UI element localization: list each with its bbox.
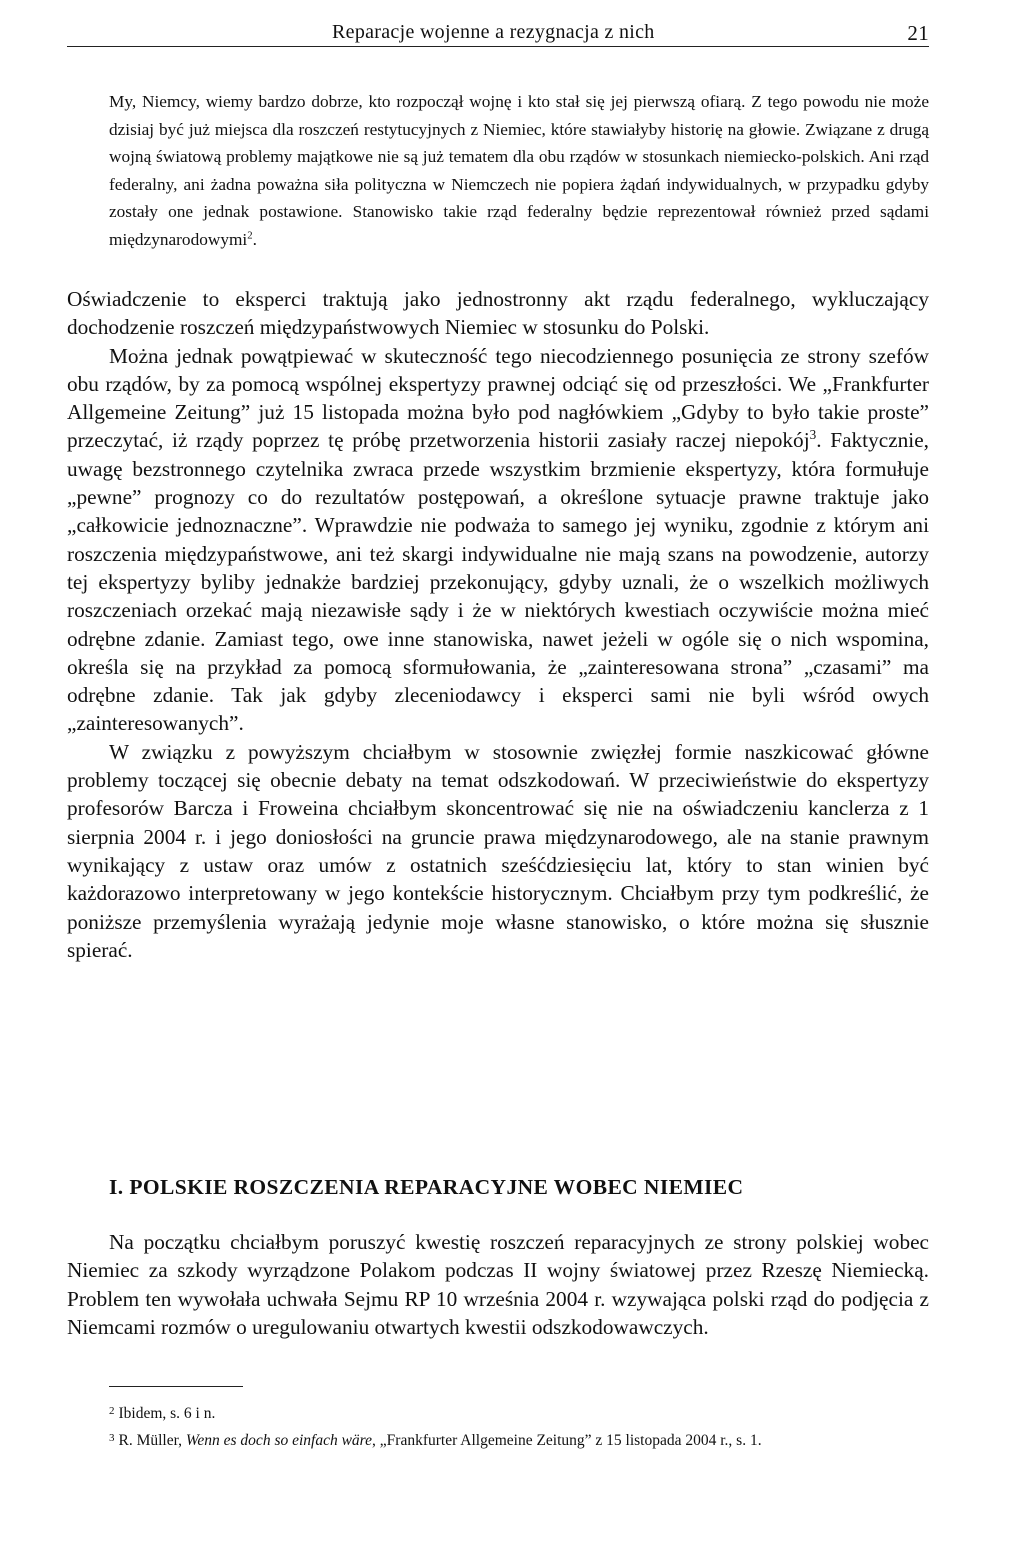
footnote-3 (109, 1427, 929, 1452)
footnote-number: 2 (109, 1405, 115, 1417)
footnote-author: R. Müller, (118, 1432, 186, 1449)
paragraph-1: Oświadczenie to eksperci traktują jako jednostronny akt rządu federalnego, wykluczający dochodzenie roszczeń międzypaństwowych Niemiec w stosunku do Polski. (67, 287, 929, 340)
main-text (67, 285, 929, 964)
section-heading: I. POLSKIE ROSZCZENIA REPARACYJNE WOBEC NIEMIEC (109, 1175, 744, 1199)
footnote-ref-2: 2 (247, 229, 253, 242)
footnotes (109, 1400, 929, 1454)
footnote-2 (109, 1400, 929, 1425)
footnote-ref-3: 3 (809, 427, 817, 443)
block-quote (109, 88, 929, 254)
quote-text: My, Niemcy, wiemy bardzo dobrze, kto rozpoczął wojnę i kto stał się jej pierwszą ofiarą. Z tego powodu nie może dzisiaj być już miejsca dla roszczeń restytucyjnych z Niemiec, które stawiałyby historię na głowie. Związane z drugą wojną światową problemy majątkowe nie są już tematem dla obu rządów w stosunkach niemiecko-polskich. Ani rząd federalny, ani żadna poważna siła polityczna w Niemczech nie popiera żądań indywidualnych, w przypadku gdyby zostały one jednak postawione. Stanowisko takie rząd federalny będzie reprezentował również przed sądami międzynarodowymi (109, 92, 929, 249)
paragraph-3: W związku z powyższym chciałbym w stosownie zwięzłej formie naszkicować główne problemy toczącej się obecnie debaty na temat odszkodowań. W przeciwieństwie do ekspertyzy profesorów Barcza i Froweina chciałbym skoncentrować się nie na oświadczeniu kanclerza z 1 sierpnia 2004 r. i jego doniosłości na gruncie prawa międzynarodowego, ale na stanie prawnym wynikający z ustaw oraz umów z ostatnich sześćdziesięciu lat, który to stan winien być każdorazowo interpretowany w jego kontekście historycznym. Chciałbym przy tym podkreślić, że poniższe przemyślenia wyrażają jedynie moje własne stanowisko, o które można się słusznie spierać. (67, 739, 929, 962)
quote-end: . (252, 229, 257, 249)
section-paragraph: Na początku chciałbym poruszyć kwestię roszczeń reparacyjnych ze strony polskiej wobec Niemiec za szkody wyrządzone Polakom podczas II wojny światowej przez Rzeszę Niemiecką. Problem ten wywołała uchwała Sejmu RP 10 września 2004 r. wzywająca polski rząd do podjęcia z Niemcami rozmów o uregulowaniu otwartych kwestii odszkodowawczych. (67, 1230, 929, 1339)
running-title: Reparacje wojenne a rezygnacja z nich (332, 21, 655, 43)
page-number: 21 (907, 21, 929, 45)
running-header (67, 20, 929, 47)
footnote-title: Wenn es doch so einfach wäre (185, 1432, 373, 1449)
footnote-text: Ibidem, s. 6 i n. (118, 1405, 216, 1422)
footnote-source: , „Frankfurter Allgemeine Zeitung” z 15 listopada 2004 r., s. 1. (372, 1432, 762, 1449)
paragraph-2 (67, 342, 929, 738)
footnote-divider (109, 1386, 243, 1387)
paragraph-2-part-b: . Faktycznie, uwagę bezstronnego czytelnika zwraca przede wszystkim brzmienie ekspertyzy, która formułuje „pewne” prognozy co do rezultatów postępowań, a określone sytuacje prawne traktuje jako „całkowicie jednoznaczne”. Wprawdzie nie podważa to samego jej wyniku, zgodnie z którym ani roszczenia międzypaństwowe, ani też skargi indywidualne nie mają szans na powodzenie, autorzy tej ekspertyzy byliby jednakże bardziej przekonujący, gdyby uznali, że o wszelkich możliwych roszczeniach orzekać mają niezawisłe sądy i że w niektórych kwestiach oczywiście można mieć odrębne zdanie. Zamiast tego, owe inne stanowiska, nawet jeżeli w ogóle się o nich wspomina, określa się na przykład za pomocą sformułowania, że „zainteresowana strona” „czasami” ma odrębne zdanie. Tak jak gdyby zleceniodawcy i eksperci sami nie byli wśród owych „zainteresowanych”. (67, 428, 929, 736)
paragraph-2-part-a: Można jednak powątpiewać w skuteczność tego niecodziennego posunięcia ze strony szefów obu rządów, by za pomocą wspólnej ekspertyzy prawnej odciąć się od przeszłości. We „Frankfurter Allgemeine Zeitung” już 15 listopada można było pod nagłówkiem „Gdyby to było takie proste” przeczytać, iż rządy poprzez tę próbę przetworzenia historii zasiały raczej niepokój (67, 343, 929, 453)
footnote-number: 3 (109, 1432, 115, 1444)
